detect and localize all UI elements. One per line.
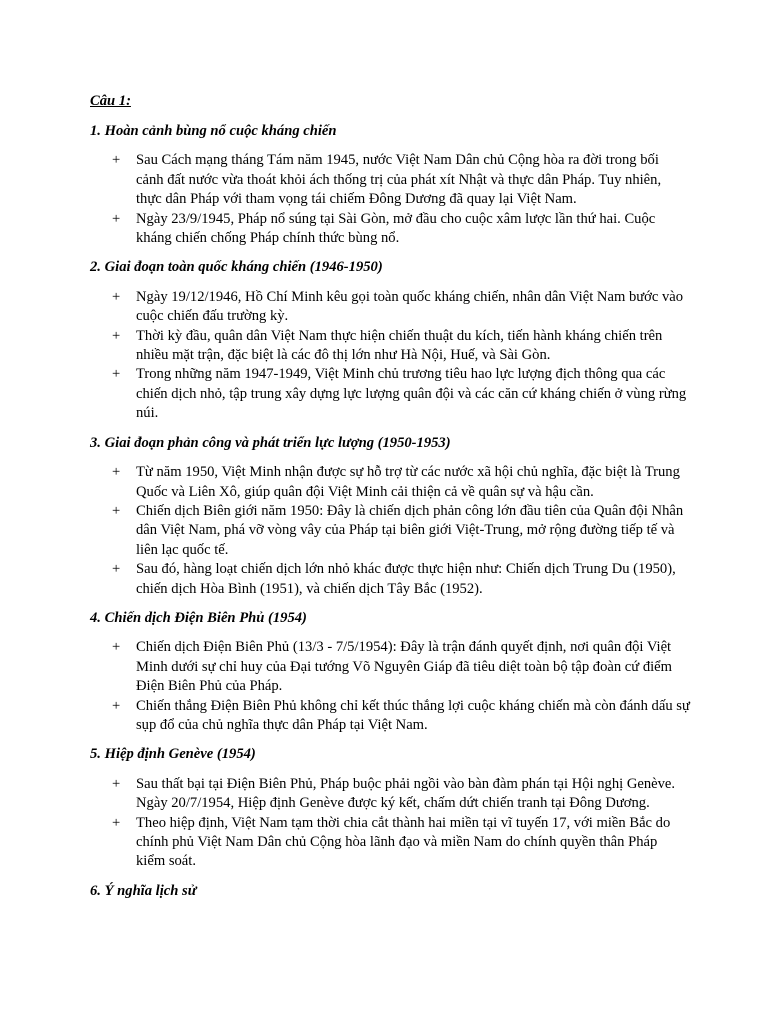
bullet-plus-icon: + (112, 697, 121, 714)
list-item-text: Theo hiệp định, Việt Nam tạm thời chia cắt thành hai miền tại vĩ tuyến 17, với miền Bắc do chính phủ Việt Nam Dân chủ Cộng hòa lãnh đạo và miền Nam do chính quyền thân Pháp kiểm soát. (136, 814, 671, 870)
list-item-text: Sau thất bại tại Điện Biên Phủ, Pháp buộc phải ngồi vào bàn đàm phán tại Hội nghị Genève. Ngày 20/7/1954, Hiệp định Genève được ký kết, chấm dứt chiến tranh tại Đông Dương. (136, 775, 676, 812)
section-title: 3. Giai đoạn phản công và phát triển lực lượng (1950-1953) (90, 434, 451, 451)
list-item (90, 814, 690, 872)
bullet-plus-icon: + (112, 464, 121, 481)
bullet-list (90, 463, 690, 599)
section-6 (90, 882, 690, 901)
list-item (90, 463, 690, 502)
bullet-plus-icon: + (112, 502, 121, 519)
list-item-text: Chiến dịch Biên giới năm 1950: Đây là chiến dịch phản công lớn đầu tiên của Quân đội Nhân dân Việt Nam, phá vỡ vòng vây của Pháp tại biên giới Việt-Trung, mở rộng đường tiếp tế và liên lạc quốc tế. (136, 502, 684, 558)
bullet-plus-icon: + (112, 210, 121, 227)
list-item (90, 210, 690, 249)
bullet-plus-icon: + (112, 152, 121, 169)
section-title: 1. Hoàn cảnh bùng nổ cuộc kháng chiến (90, 123, 337, 139)
list-item-text: Sau đó, hàng loạt chiến dịch lớn nhỏ khác được thực hiện như: Chiến dịch Trung Du (1950), chiến dịch Hòa Bình (1951), và chiến dịch Tây Bắc (1952). (136, 561, 676, 597)
section-3 (90, 434, 690, 599)
list-item-text: Thời kỳ đầu, quân dân Việt Nam thực hiện chiến thuật du kích, tiến hành kháng chiến trên nhiều mặt trận, đặc biệt là các đô thị lớn như Hà Nội, Huế, và Sài Gòn. (136, 327, 663, 364)
bullet-plus-icon: + (112, 639, 121, 656)
list-item (90, 638, 690, 696)
list-item-text: Trong những năm 1947-1949, Việt Minh chủ trương tiêu hao lực lượng địch thông qua các chiến dịch nhỏ, tập trung xây dựng lực lượng quân đội và các căn cứ kháng chiến ở vùng rừng núi. (136, 366, 687, 422)
list-item-text: Từ năm 1950, Việt Minh nhận được sự hỗ trợ từ các nước xã hội chủ nghĩa, đặc biệt là Trung Quốc và Liên Xô, giúp quân đội Việt Minh cải thiện cả về quân sự và hậu cần. (136, 464, 680, 500)
section-1 (90, 122, 690, 248)
section-5 (90, 745, 690, 871)
list-item-text: Chiến thắng Điện Biên Phủ không chỉ kết thúc thắng lợi cuộc kháng chiến mà còn đánh dấu sự sụp đổ của chủ nghĩa thực dân Pháp tại Việt Nam. (136, 697, 690, 733)
list-item (90, 697, 690, 736)
bullet-list (90, 775, 690, 872)
bullet-plus-icon: + (112, 327, 121, 344)
list-item-text: Sau Cách mạng tháng Tám năm 1945, nước Việt Nam Dân chủ Cộng hòa ra đời trong bối cảnh đất nước vừa thoát khỏi ách thống trị của phát xít Nhật và thực dân Pháp. Tuy nhiên, thực dân Pháp với tham vọng tái chiếm Đông Dương đã quay lại Việt Nam. (136, 152, 662, 208)
list-item (90, 560, 690, 599)
section-title: 6. Ý nghĩa lịch sử (90, 882, 197, 899)
bullet-list (90, 288, 690, 424)
question-title: Câu 1: (90, 93, 131, 109)
list-item (90, 365, 690, 423)
list-item (90, 327, 690, 366)
section-4 (90, 609, 690, 735)
list-item-text: Chiến dịch Điện Biên Phủ (13/3 - 7/5/1954): Đây là trận đánh quyết định, nơi quân đội Việt Minh dưới sự chỉ huy của Đại tướng Võ Nguyên Giáp đã tiêu diệt toàn bộ tập đoàn cứ điểm Điện Biên Phủ của Pháp. (136, 639, 672, 695)
section-2 (90, 258, 690, 423)
document-page (90, 92, 690, 911)
list-item (90, 151, 690, 209)
document-sections (90, 122, 690, 901)
bullet-plus-icon: + (112, 775, 121, 792)
bullet-plus-icon: + (112, 366, 121, 383)
list-item-text: Ngày 23/9/1945, Pháp nổ súng tại Sài Gòn, mở đầu cho cuộc xâm lược lần thứ hai. Cuộc kháng chiến chống Pháp chính thức bùng nổ. (136, 210, 656, 247)
list-item (90, 288, 690, 327)
bullet-plus-icon: + (112, 814, 121, 831)
bullet-plus-icon: + (112, 288, 121, 305)
bullet-plus-icon: + (112, 561, 121, 578)
section-title: 5. Hiệp định Genève (1954) (90, 746, 256, 763)
bullet-list (90, 638, 690, 735)
section-title: 2. Giai đoạn toàn quốc kháng chiến (1946-1950) (90, 259, 383, 276)
list-item (90, 502, 690, 560)
bullet-list (90, 151, 690, 248)
section-title: 4. Chiến dịch Điện Biên Phủ (1954) (90, 609, 307, 626)
list-item-text: Ngày 19/12/1946, Hồ Chí Minh kêu gọi toàn quốc kháng chiến, nhân dân Việt Nam bước vào cuộc chiến đấu trường kỳ. (136, 288, 684, 325)
list-item (90, 775, 690, 814)
